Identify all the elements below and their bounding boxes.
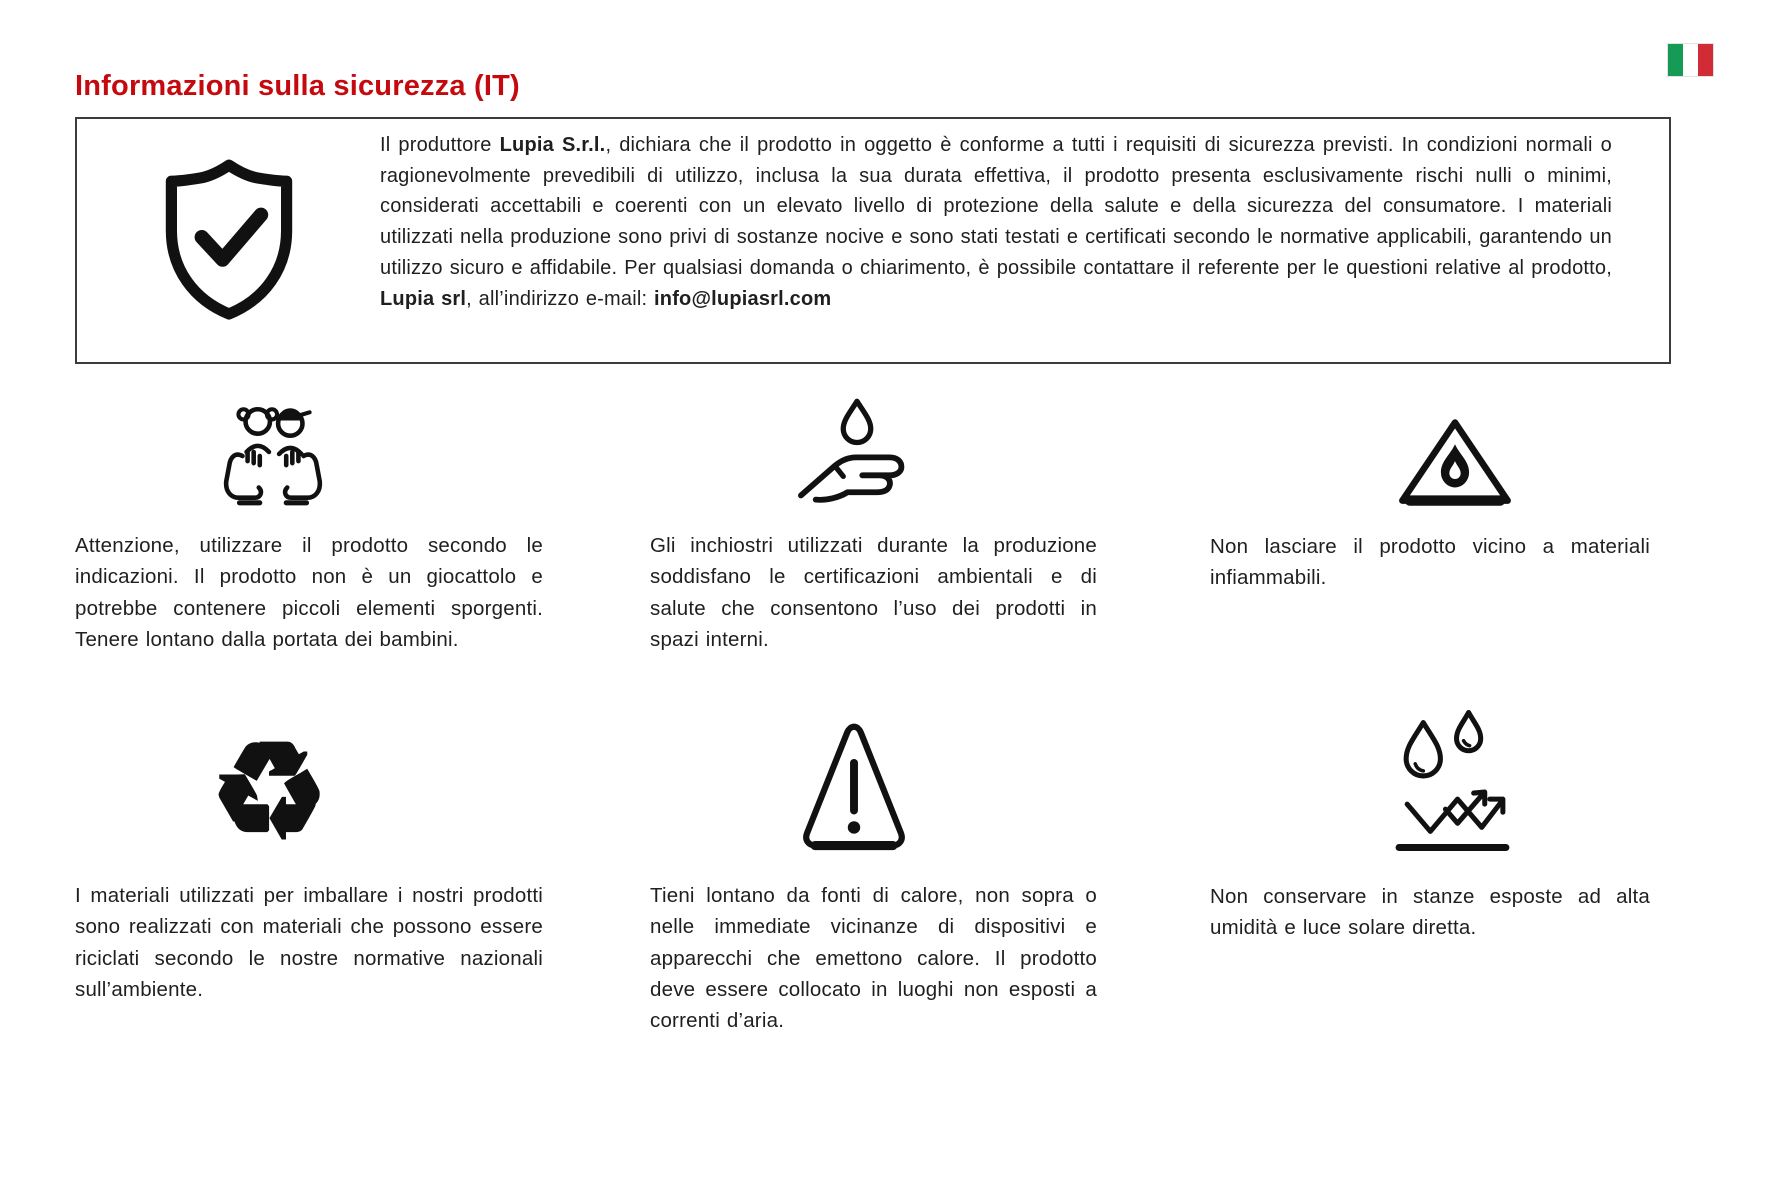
safety-text-children: Attenzione, utilizzare il prodotto secondo le indicazioni. Il prodotto non è un giocattolo e potrebbe contenere piccoli elementi sporgenti. Tenere lontano dalla portata dei bambini. [75, 534, 543, 651]
eco-ink-hand-drop-icon [788, 396, 926, 506]
recycle-icon: ♻ [210, 715, 329, 869]
page-title: Informazioni sulla sicurezza (IT) [75, 70, 520, 102]
children-supervision-icon [212, 393, 334, 515]
flag-red-stripe [1698, 44, 1713, 76]
intro-paragraph: Il produttore Lupia S.r.l., dichiara che il prodotto in oggetto è conforme a tutti i requisiti di sicurezza previsti. In condizioni normali o ragionevolmente prevedibili di utilizzo, inclusa la sua durata effettiva, il prodotto presenta esclusivamente rischi nulli o minimi, considerati accettabili e coerenti con un elevato livello di protezione della salute e della sicurezza del consumatore. I materiali utilizzati nella produzione sono privi di sostanze nocive e sono stati testati e certificati secondo le normative applicabili, garantendo un utilizzo sicuro e affidabile. Per qualsiasi domanda o chiarimento, è possibile contattare il referente per le questioni relative al prodotto, Lupia srl, all’indirizzo e-mail: info@lupiasrl.com [380, 134, 1612, 310]
safety-text-humidity: Non conservare in stanze esposte ad alta umidità e luce solare diretta. [1210, 885, 1650, 940]
humidity-sunlight-icon [1385, 708, 1521, 860]
flag-white-stripe [1683, 44, 1698, 76]
italian-flag-icon [1668, 44, 1713, 76]
safety-text-inks: Gli inchiostri utilizzati durante la produzione soddisfano le certificazioni ambientali e di salute che consentono l’uso dei prodotti in spazi interni. [650, 534, 1097, 651]
shield-check-icon [149, 147, 309, 337]
heat-warning-icon [800, 720, 908, 858]
flag-green-stripe [1668, 44, 1683, 76]
intro-box [75, 117, 1671, 364]
safety-text-flammable: Non lasciare il prodotto vicino a materiali infiammabili. [1210, 535, 1650, 590]
safety-text-recycle: I materiali utilizzati per imballare i nostri prodotti sono realizzati con materiali che possono essere riciclati secondo le nostre normative nazionali sull’ambiente. [75, 884, 543, 1001]
flammable-warning-icon [1393, 416, 1517, 510]
safety-text-heat: Tieni lontano da fonti di calore, non sopra o nelle immediate vicinanze di dispositivi e apparecchi che emettono calore. Il prodotto deve essere collocato in luoghi non esposti a correnti d’aria. [650, 884, 1097, 1033]
